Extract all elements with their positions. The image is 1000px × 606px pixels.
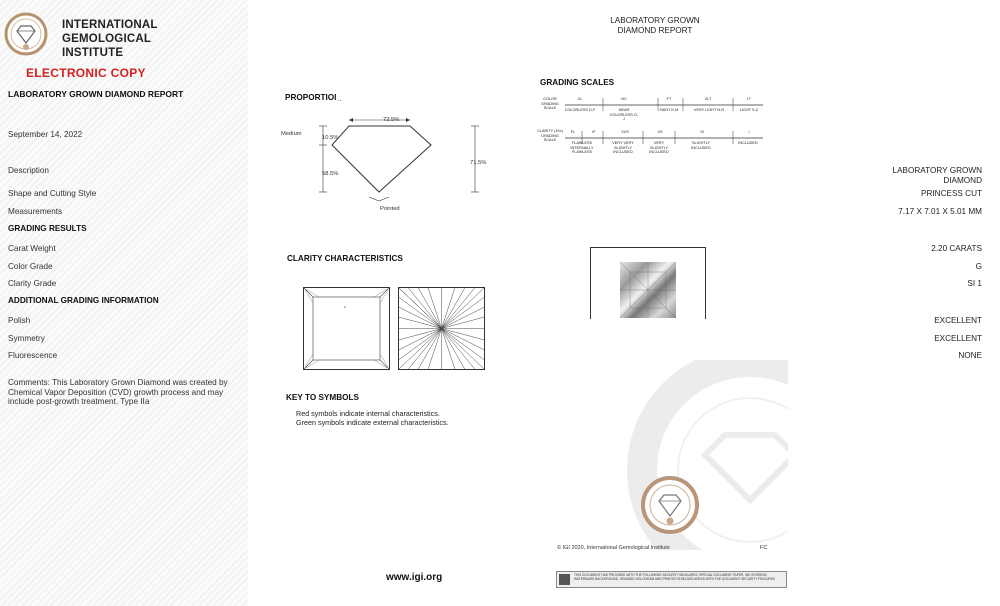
table-percent: 72.5% — [383, 117, 400, 123]
symmetry-label: Symmetry — [8, 334, 45, 343]
description-value-line1: LABORATORY GROWN — [892, 166, 982, 175]
color-code-nc: NC — [621, 97, 627, 101]
clarity-grade-value: SI 1 — [967, 279, 982, 288]
description-label: Description — [8, 166, 49, 175]
fc-code: FC — [760, 545, 768, 551]
clarity-code-i: I — [748, 130, 750, 134]
polish-value: EXCELLENT — [934, 316, 982, 325]
diamond-photo — [620, 262, 676, 318]
color-grade-label: Color Grade — [8, 262, 53, 271]
igi-seal — [641, 476, 699, 534]
color-name-colorless: COLORLESS D-F — [564, 108, 596, 112]
description-value-line2: DIAMOND — [943, 176, 982, 185]
carat-label: Carat Weight — [8, 244, 56, 253]
clarity-name-vs: VERY SLIGHTLY INCLUDED — [649, 141, 669, 154]
report-title: LABORATORY GROWN DIAMOND REPORT — [8, 89, 184, 99]
security-strip-text: THIS DOCUMENT HAS PROVIDED WITH THE FOLLOWING SECURITY MEASURES: SPECIAL DOCUMENT PAPER, INK SCREENS, WATERMARK BACKGROUND, GRADING HOLOGRAM AND PRINTED SHIELDED AREAS WITH THE DOCUMENT SECURITY FEATURES — [574, 573, 775, 581]
website-link[interactable]: www.igi.org — [386, 572, 443, 583]
color-code-ft: FT — [666, 97, 672, 101]
color-code-cl: CL — [577, 97, 583, 101]
clarity-code-si: SI — [700, 130, 704, 134]
institute-line1: INTERNATIONAL — [62, 19, 158, 31]
clarity-name-si: SLIGHTLY INCLUDED — [691, 141, 711, 150]
color-grade-value: G — [975, 262, 982, 271]
proportion-diagram — [275, 108, 495, 218]
diamond-profile — [332, 126, 431, 192]
security-qr-icon — [559, 574, 570, 585]
lab-title-line2: DIAMOND REPORT — [617, 25, 693, 35]
depth-percent: 71.5% — [470, 160, 487, 166]
clarity-grade-label: Clarity Grade — [8, 279, 57, 288]
clarity-code-fl: FL — [570, 130, 576, 134]
security-strip — [556, 571, 787, 588]
lab-report-title — [590, 16, 720, 35]
pavilion-percent: 58.5% — [322, 171, 339, 177]
institute-line2: GEMOLOGICAL — [62, 33, 152, 45]
clarity-plot-pavilion — [398, 287, 485, 370]
culet-label: Pointed — [380, 206, 400, 212]
grading-scales — [537, 94, 767, 164]
symmetry-value: EXCELLENT — [934, 334, 982, 343]
color-name-very-light: VERY LIGHT N-R — [693, 108, 725, 112]
culet-line — [369, 197, 379, 201]
shape-value: PRINCESS CUT — [921, 189, 982, 198]
measurements-label: Measurements — [8, 207, 63, 216]
color-name-near-colorless: NEAR COLORLESS G-J — [609, 108, 639, 121]
color-code-vlt: VLT — [704, 97, 712, 101]
clarity-plot-crown — [303, 287, 390, 370]
clarity-code-vvs: VVS — [621, 130, 629, 134]
measurements-value: 7.17 X 7.01 X 5.01 MM — [898, 207, 982, 216]
clarity-heading: CLARITY CHARACTERISTICS — [287, 254, 403, 263]
clarity-code-if: IF — [592, 130, 596, 134]
polish-label: Polish — [8, 316, 31, 325]
key-line-green: Green symbols indicate external characteristics. — [296, 418, 449, 427]
key-line-red: Red symbols indicate internal characteristics. — [296, 409, 440, 418]
clarity-name-included: INCLUDED — [738, 141, 758, 145]
copyright-text: © IGI 2020, International Gemological Institute — [557, 545, 670, 551]
report-date: September 14, 2022 — [8, 130, 83, 139]
fluorescence-label: Fluorescence — [8, 351, 58, 360]
igi-logo — [4, 12, 48, 56]
lab-title-line1: LABORATORY GROWN — [610, 16, 700, 25]
fluorescence-value: NONE — [958, 351, 982, 360]
institute-line3: INSTITUTE — [62, 47, 124, 59]
clarity-code-vs: VS — [657, 130, 663, 134]
truncation-mark: .. — [337, 94, 342, 103]
institute-name — [62, 18, 158, 60]
key-to-symbols-heading: KEY TO SYMBOLS — [286, 393, 359, 402]
clarity-scale-label: CLARITY (10x) GRADING SCALE — [537, 129, 563, 142]
clarity-name-flawless: FLAWLESS INTERNALLY FLAWLESS — [570, 141, 594, 154]
proportions-heading: PROPORTIOI — [285, 93, 337, 102]
electronic-copy-label: ELECTRONIC COPY — [26, 66, 146, 80]
inclusion-mark — [344, 306, 346, 308]
description-value — [893, 166, 982, 186]
crown-percent: 10.5% — [322, 135, 339, 141]
clarity-name-vvs: VERY VERY SLIGHTLY INCLUDED — [612, 141, 634, 154]
color-name-light: LIGHT S-Z — [739, 108, 759, 112]
girdle-label: Medium — [281, 131, 302, 137]
shape-label: Shape and Cutting Style — [8, 189, 97, 198]
color-scale-label: COLOR GRADING SCALE — [541, 97, 559, 110]
color-code-lt: LT — [746, 97, 752, 101]
grading-results-heading: GRADING RESULTS — [8, 224, 87, 233]
carat-value: 2.20 CARATS — [931, 244, 982, 253]
color-name-faint: FAINT K-M — [659, 108, 679, 112]
comments-text: Comments: This Laboratory Grown Diamond was created by Chemical Vapor Deposition (CVD) growth process and may include post-growth treatment. Type IIa — [8, 378, 228, 407]
additional-heading: ADDITIONAL GRADING INFORMATION — [8, 296, 159, 305]
grading-scales-heading: GRADING SCALES — [540, 78, 615, 87]
